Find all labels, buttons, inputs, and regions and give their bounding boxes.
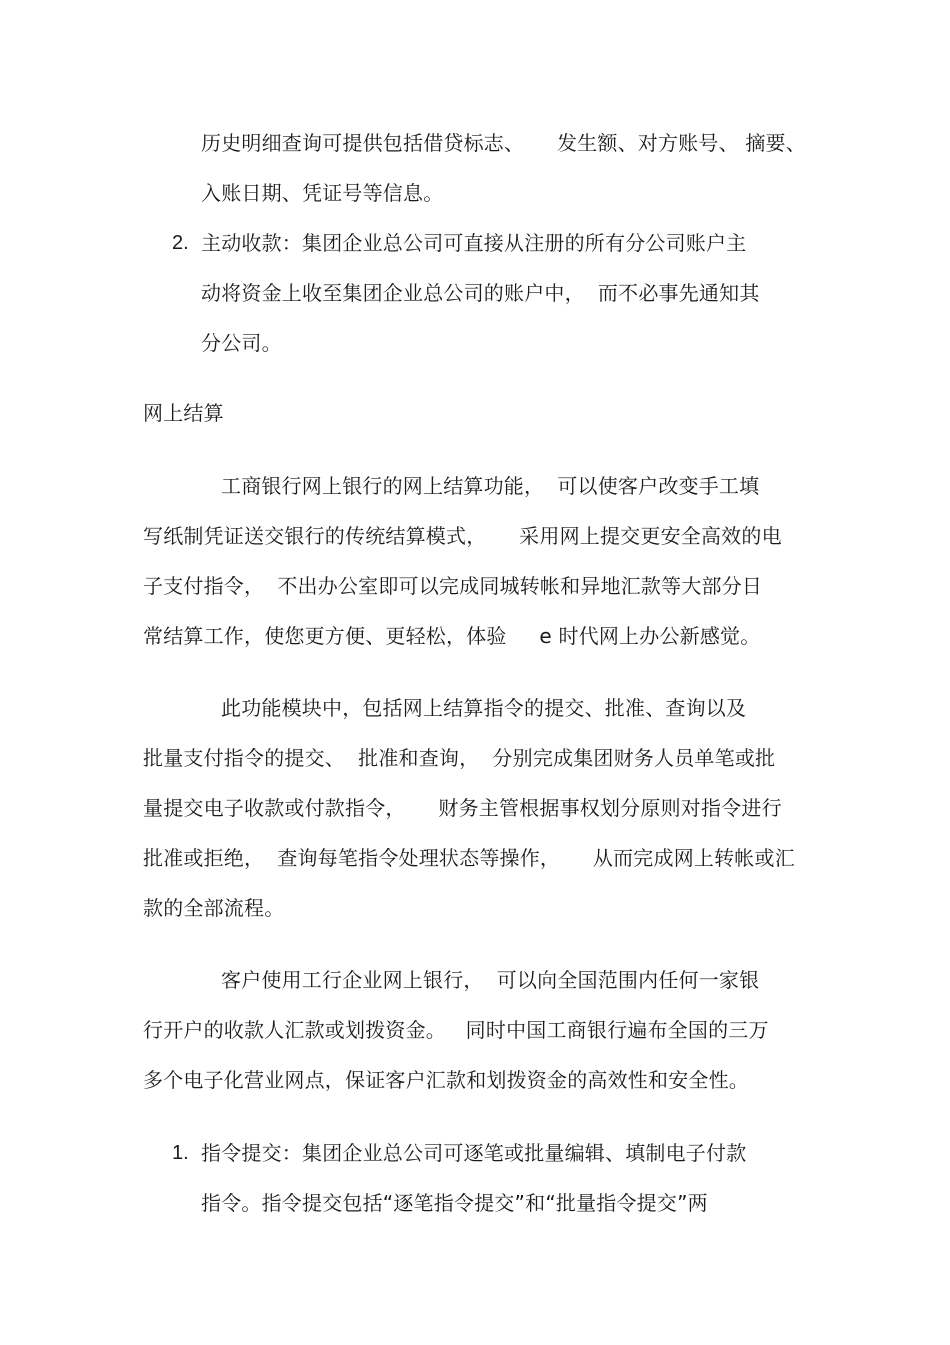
item2-line-3: 分公司。 (201, 331, 282, 355)
paragraph3-line-3: 多个电子化营业网点，保证客户汇款和划拨资金的高效性和安全性。 (143, 1068, 749, 1092)
item2-line-2: 动将资金上收至集团企业总公司的账户中， 而不必事先通知其 (201, 281, 760, 305)
paragraph2-line-1: 此功能模块中，包括网上结算指令的提交、批准、查询以及 (221, 696, 747, 720)
list-number-1: 1. (172, 1142, 189, 1164)
paragraph1-line-1: 工商银行网上银行的网上结算功能， 可以使客户改变手工填 (221, 474, 760, 498)
paragraph1-line-3: 子支付指令， 不出办公室即可以完成同城转帐和异地汇款等大部分日 (143, 574, 763, 598)
item2-line-1: 主动收款：集团企业总公司可直接从注册的所有分公司账户主 (201, 231, 747, 255)
paragraph2-line-3: 量提交电子收款或付款指令， 财务主管根据事权划分原则对指令进行 (143, 796, 782, 820)
continuation-line-1: 历史明细查询可提供包括借贷标志、 发生额、对方账号、 摘要、 (201, 131, 806, 155)
paragraph1-line-4: 常结算工作，使您更方便、更轻松，体验 e 时代网上办公新感觉。 (143, 624, 761, 648)
item1-line-2: 指令。指令提交包括“逐笔指令提交”和“批量指令提交”两 (201, 1191, 708, 1215)
list-number-2: 2. (172, 232, 189, 254)
item1-line-1: 指令提交：集团企业总公司可逐笔或批量编辑、填制电子付款 (201, 1141, 747, 1165)
paragraph2-line-5: 款的全部流程。 (143, 896, 285, 920)
paragraph3-line-1: 客户使用工行企业网上银行， 可以向全国范围内任何一家银 (221, 968, 760, 992)
section-heading: 网上结算 (143, 401, 224, 425)
continuation-line-2: 入账日期、凭证号等信息。 (201, 181, 444, 205)
paragraph3-line-2: 行开户的收款人汇款或划拨资金。 同时中国工商银行遍布全国的三万 (143, 1018, 769, 1042)
paragraph2-line-2: 批量支付指令的提交、 批准和查询， 分别完成集团财务人员单笔或批 (143, 746, 776, 770)
paragraph2-line-4: 批准或拒绝， 查询每笔指令处理状态等操作， 从而完成网上转帐或汇 (143, 846, 795, 870)
paragraph1-line-2: 写纸制凭证送交银行的传统结算模式， 采用网上提交更安全高效的电 (143, 524, 782, 548)
